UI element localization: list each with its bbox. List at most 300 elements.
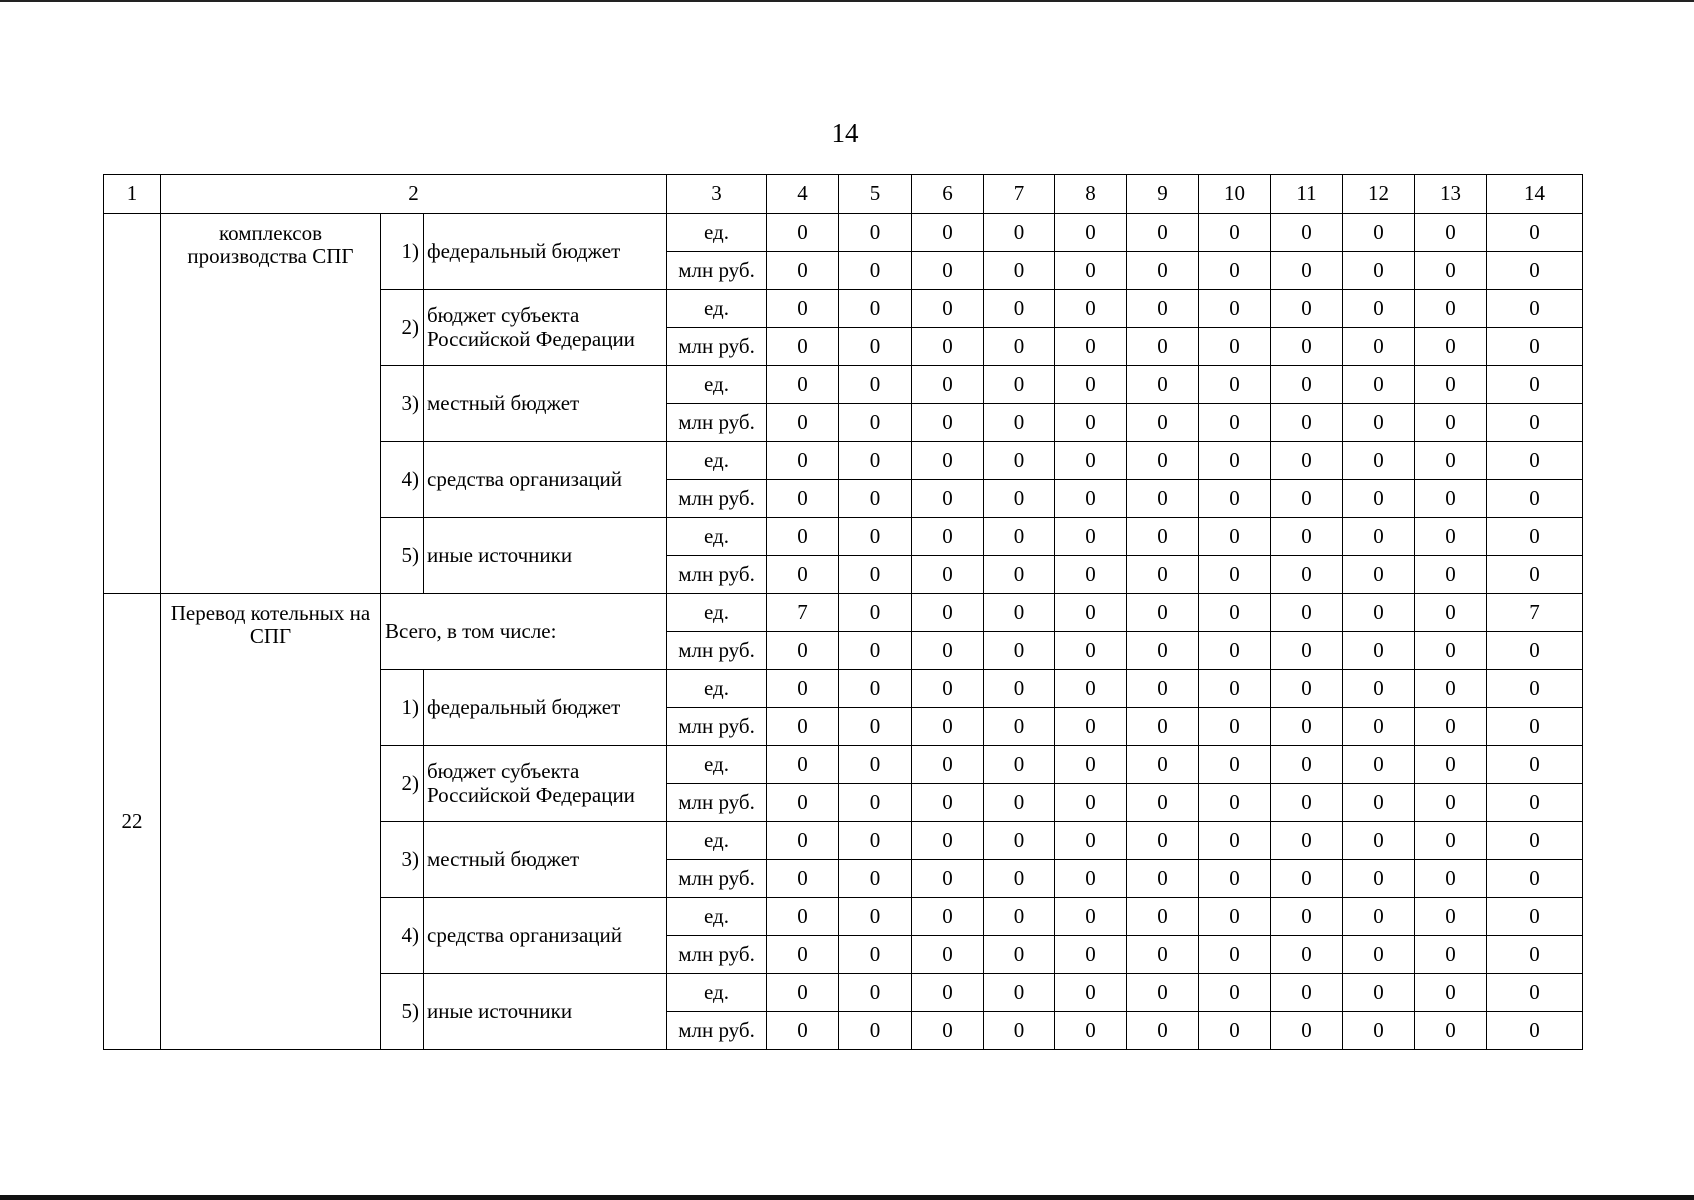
value-cell: 0 [912, 860, 984, 898]
value-cell: 0 [912, 1012, 984, 1050]
value-cell: 0 [1271, 670, 1343, 708]
value-cell: 0 [839, 556, 912, 594]
value-cell: 0 [1415, 214, 1487, 252]
unit-label: млн руб. [667, 480, 767, 518]
value-cell: 0 [767, 404, 839, 442]
header-cell: 9 [1127, 175, 1199, 214]
value-cell: 0 [1127, 328, 1199, 366]
value-cell: 0 [1127, 214, 1199, 252]
value-cell: 0 [839, 898, 912, 936]
value-cell: 0 [1271, 708, 1343, 746]
value-cell: 0 [1127, 632, 1199, 670]
value-cell: 0 [1487, 822, 1583, 860]
value-cell: 0 [1487, 898, 1583, 936]
value-cell: 0 [1343, 936, 1415, 974]
value-cell: 0 [1487, 366, 1583, 404]
unit-label: млн руб. [667, 556, 767, 594]
value-cell: 0 [1271, 746, 1343, 784]
value-cell: 0 [1271, 366, 1343, 404]
value-cell: 0 [1271, 594, 1343, 632]
value-cell: 0 [1487, 860, 1583, 898]
value-cell: 0 [912, 746, 984, 784]
unit-label: ед. [667, 290, 767, 328]
value-cell: 0 [1199, 366, 1271, 404]
value-cell: 0 [1487, 708, 1583, 746]
value-cell: 0 [1343, 366, 1415, 404]
value-cell: 0 [1127, 746, 1199, 784]
value-cell: 0 [984, 632, 1055, 670]
value-cell: 0 [1055, 974, 1127, 1012]
value-cell: 0 [839, 822, 912, 860]
value-cell: 0 [767, 784, 839, 822]
value-cell: 0 [1199, 404, 1271, 442]
value-cell: 0 [1343, 708, 1415, 746]
value-cell: 0 [1199, 518, 1271, 556]
value-cell: 0 [1127, 518, 1199, 556]
value-cell: 0 [767, 366, 839, 404]
value-cell: 0 [767, 860, 839, 898]
value-cell: 0 [1199, 214, 1271, 252]
value-cell: 0 [1271, 518, 1343, 556]
value-cell: 0 [1055, 290, 1127, 328]
value-cell: 0 [1343, 746, 1415, 784]
value-cell: 0 [1343, 518, 1415, 556]
value-cell: 0 [1415, 860, 1487, 898]
value-cell: 0 [1487, 518, 1583, 556]
value-cell: 0 [767, 822, 839, 860]
value-cell: 0 [984, 822, 1055, 860]
value-cell: 0 [1343, 822, 1415, 860]
value-cell: 0 [1199, 784, 1271, 822]
header-cell: 10 [1199, 175, 1271, 214]
value-cell: 0 [1343, 290, 1415, 328]
source-label: средства организаций [424, 442, 667, 518]
value-cell: 0 [1199, 556, 1271, 594]
value-cell: 0 [912, 632, 984, 670]
unit-label: млн руб. [667, 1012, 767, 1050]
value-cell: 0 [1271, 860, 1343, 898]
value-cell: 0 [1055, 936, 1127, 974]
table-header-row [104, 175, 1583, 214]
unit-label: млн руб. [667, 404, 767, 442]
source-label: местный бюджет [424, 822, 667, 898]
value-cell: 0 [912, 784, 984, 822]
value-cell: 0 [1199, 708, 1271, 746]
unit-label: млн руб. [667, 860, 767, 898]
value-cell: 0 [1055, 822, 1127, 860]
value-cell: 0 [839, 214, 912, 252]
value-cell: 0 [1415, 1012, 1487, 1050]
value-cell: 0 [984, 670, 1055, 708]
value-cell: 0 [767, 556, 839, 594]
group-name: комплексов производства СПГ [161, 214, 381, 594]
value-cell: 0 [1487, 1012, 1583, 1050]
value-cell: 0 [1415, 822, 1487, 860]
value-cell: 0 [1127, 366, 1199, 404]
value-cell: 0 [1343, 632, 1415, 670]
value-cell: 0 [767, 936, 839, 974]
source-label: федеральный бюджет [424, 214, 667, 290]
value-cell: 0 [1127, 594, 1199, 632]
value-cell: 0 [1127, 480, 1199, 518]
value-cell: 0 [984, 404, 1055, 442]
value-cell: 0 [1343, 784, 1415, 822]
value-cell: 0 [1271, 898, 1343, 936]
value-cell: 0 [912, 214, 984, 252]
value-cell: 0 [767, 746, 839, 784]
unit-label: ед. [667, 898, 767, 936]
value-cell: 0 [1415, 290, 1487, 328]
value-cell: 0 [1415, 974, 1487, 1012]
value-cell: 0 [839, 746, 912, 784]
value-cell: 0 [912, 822, 984, 860]
value-cell: 0 [1487, 632, 1583, 670]
header-cell: 6 [912, 175, 984, 214]
value-cell: 0 [1055, 480, 1127, 518]
value-cell: 0 [767, 632, 839, 670]
value-cell: 0 [984, 708, 1055, 746]
value-cell: 0 [1127, 936, 1199, 974]
value-cell: 0 [839, 936, 912, 974]
value-cell: 0 [984, 290, 1055, 328]
value-cell: 0 [767, 518, 839, 556]
value-cell: 0 [1055, 442, 1127, 480]
value-cell: 0 [1343, 860, 1415, 898]
value-cell: 0 [1127, 708, 1199, 746]
unit-label: ед. [667, 670, 767, 708]
value-cell: 0 [1055, 252, 1127, 290]
value-cell: 0 [1271, 556, 1343, 594]
value-cell: 0 [767, 670, 839, 708]
value-cell: 0 [1415, 518, 1487, 556]
value-cell: 0 [1127, 670, 1199, 708]
value-cell: 0 [1487, 404, 1583, 442]
value-cell: 0 [1487, 442, 1583, 480]
value-cell: 0 [1343, 974, 1415, 1012]
value-cell: 0 [1415, 442, 1487, 480]
budget-table [103, 174, 1583, 1050]
value-cell: 0 [1055, 404, 1127, 442]
value-cell: 0 [839, 480, 912, 518]
header-cell: 7 [984, 175, 1055, 214]
value-cell: 0 [839, 632, 912, 670]
value-cell: 0 [1415, 328, 1487, 366]
value-cell: 0 [1127, 784, 1199, 822]
value-cell: 0 [984, 556, 1055, 594]
value-cell: 0 [767, 252, 839, 290]
source-number: 2) [381, 746, 424, 822]
header-cell: 14 [1487, 175, 1583, 214]
source-label: местный бюджет [424, 366, 667, 442]
value-cell: 0 [984, 366, 1055, 404]
total-label: Всего, в том числе: [381, 594, 667, 670]
value-cell: 0 [912, 670, 984, 708]
value-cell: 0 [1271, 1012, 1343, 1050]
value-cell: 0 [984, 936, 1055, 974]
source-number: 1) [381, 214, 424, 290]
value-cell: 0 [839, 328, 912, 366]
value-cell: 0 [1055, 328, 1127, 366]
value-cell: 0 [1487, 252, 1583, 290]
header-cell: 12 [1343, 175, 1415, 214]
value-cell: 0 [1127, 404, 1199, 442]
value-cell: 0 [1127, 556, 1199, 594]
value-cell: 0 [1415, 708, 1487, 746]
source-number: 5) [381, 974, 424, 1050]
value-cell: 0 [984, 898, 1055, 936]
value-cell: 0 [839, 860, 912, 898]
value-cell: 0 [1415, 936, 1487, 974]
value-cell: 0 [1199, 442, 1271, 480]
value-cell: 0 [1271, 328, 1343, 366]
value-cell: 0 [1343, 252, 1415, 290]
value-cell: 0 [839, 404, 912, 442]
value-cell: 0 [912, 290, 984, 328]
value-cell: 0 [1343, 328, 1415, 366]
unit-label: ед. [667, 442, 767, 480]
value-cell: 0 [1343, 214, 1415, 252]
value-cell: 0 [1271, 936, 1343, 974]
unit-label: ед. [667, 366, 767, 404]
value-cell: 0 [1487, 480, 1583, 518]
unit-label: ед. [667, 594, 767, 632]
value-cell: 0 [767, 974, 839, 1012]
header-cell: 4 [767, 175, 839, 214]
value-cell: 0 [1415, 252, 1487, 290]
unit-label: ед. [667, 518, 767, 556]
value-cell: 0 [984, 518, 1055, 556]
value-cell: 0 [1199, 974, 1271, 1012]
value-cell: 0 [1487, 328, 1583, 366]
table-row [104, 214, 1583, 252]
value-cell: 0 [1343, 404, 1415, 442]
value-cell: 0 [1199, 898, 1271, 936]
value-cell: 0 [1199, 746, 1271, 784]
value-cell: 0 [1487, 214, 1583, 252]
value-cell: 0 [912, 936, 984, 974]
value-cell: 0 [912, 442, 984, 480]
unit-label: млн руб. [667, 252, 767, 290]
value-cell: 0 [912, 518, 984, 556]
value-cell: 0 [1055, 708, 1127, 746]
value-cell: 0 [1487, 974, 1583, 1012]
value-cell: 0 [767, 290, 839, 328]
value-cell: 0 [839, 708, 912, 746]
value-cell: 0 [1199, 822, 1271, 860]
value-cell: 0 [1127, 822, 1199, 860]
value-cell: 0 [912, 404, 984, 442]
value-cell: 0 [767, 442, 839, 480]
value-cell: 0 [984, 746, 1055, 784]
header-cell: 13 [1415, 175, 1487, 214]
source-number: 2) [381, 290, 424, 366]
source-number: 5) [381, 518, 424, 594]
value-cell: 0 [912, 898, 984, 936]
unit-label: млн руб. [667, 708, 767, 746]
value-cell: 0 [1271, 974, 1343, 1012]
value-cell: 0 [984, 594, 1055, 632]
source-label: федеральный бюджет [424, 670, 667, 746]
value-cell: 0 [1415, 670, 1487, 708]
value-cell: 0 [1415, 480, 1487, 518]
value-cell: 0 [839, 670, 912, 708]
value-cell: 0 [1415, 556, 1487, 594]
value-cell: 0 [1055, 746, 1127, 784]
value-cell: 0 [1055, 860, 1127, 898]
value-cell: 0 [1271, 214, 1343, 252]
value-cell: 0 [1271, 252, 1343, 290]
value-cell: 0 [1415, 594, 1487, 632]
source-label: средства организаций [424, 898, 667, 974]
value-cell: 0 [1271, 784, 1343, 822]
value-cell: 0 [1487, 670, 1583, 708]
value-cell: 0 [1415, 632, 1487, 670]
source-number: 3) [381, 366, 424, 442]
value-cell: 0 [1343, 442, 1415, 480]
value-cell: 0 [1055, 670, 1127, 708]
value-cell: 0 [912, 480, 984, 518]
value-cell: 0 [1127, 898, 1199, 936]
source-label: иные источники [424, 518, 667, 594]
value-cell: 0 [912, 366, 984, 404]
value-cell: 0 [912, 974, 984, 1012]
value-cell: 0 [984, 974, 1055, 1012]
value-cell: 0 [839, 594, 912, 632]
value-cell: 0 [1415, 898, 1487, 936]
group-name: Перевод котельных на СПГ [161, 594, 381, 1050]
value-cell: 0 [984, 1012, 1055, 1050]
value-cell: 0 [1127, 1012, 1199, 1050]
value-cell: 0 [839, 784, 912, 822]
header-cell: 11 [1271, 175, 1343, 214]
value-cell: 0 [1055, 784, 1127, 822]
value-cell: 0 [1271, 290, 1343, 328]
value-cell: 0 [1199, 860, 1271, 898]
value-cell: 0 [1055, 556, 1127, 594]
source-number: 4) [381, 442, 424, 518]
value-cell: 0 [1055, 366, 1127, 404]
header-cell: 1 [104, 175, 161, 214]
value-cell: 0 [1415, 746, 1487, 784]
value-cell: 0 [1487, 746, 1583, 784]
value-cell: 0 [1487, 290, 1583, 328]
value-cell: 0 [839, 1012, 912, 1050]
value-cell: 0 [767, 708, 839, 746]
source-number: 1) [381, 670, 424, 746]
value-cell: 0 [1055, 632, 1127, 670]
value-cell: 0 [1199, 480, 1271, 518]
header-cell: 5 [839, 175, 912, 214]
value-cell: 0 [1487, 556, 1583, 594]
value-cell: 0 [1271, 632, 1343, 670]
unit-label: млн руб. [667, 936, 767, 974]
value-cell: 0 [839, 974, 912, 1012]
value-cell: 0 [1199, 1012, 1271, 1050]
value-cell: 0 [1343, 670, 1415, 708]
value-cell: 0 [1487, 784, 1583, 822]
value-cell: 0 [839, 366, 912, 404]
value-cell: 0 [767, 480, 839, 518]
value-cell: 0 [1199, 328, 1271, 366]
value-cell: 0 [1199, 632, 1271, 670]
value-cell: 0 [1127, 860, 1199, 898]
value-cell: 0 [984, 860, 1055, 898]
row-number: 22 [104, 594, 161, 1050]
value-cell: 0 [1199, 670, 1271, 708]
unit-label: млн руб. [667, 784, 767, 822]
value-cell: 0 [1271, 822, 1343, 860]
value-cell: 0 [1271, 404, 1343, 442]
value-cell: 0 [839, 518, 912, 556]
value-cell: 0 [1487, 936, 1583, 974]
header-cell: 8 [1055, 175, 1127, 214]
value-cell: 0 [912, 594, 984, 632]
unit-label: ед. [667, 974, 767, 1012]
value-cell: 0 [984, 328, 1055, 366]
value-cell: 0 [1055, 518, 1127, 556]
header-cell: 3 [667, 175, 767, 214]
unit-label: млн руб. [667, 328, 767, 366]
value-cell: 0 [1127, 442, 1199, 480]
value-cell: 0 [1343, 898, 1415, 936]
source-label: бюджет субъекта Российской Федерации [424, 746, 667, 822]
value-cell: 0 [912, 708, 984, 746]
value-cell: 0 [1415, 784, 1487, 822]
value-cell: 0 [1127, 974, 1199, 1012]
value-cell: 0 [1199, 252, 1271, 290]
header-cell: 2 [161, 175, 667, 214]
scan-edge-top [0, 0, 1694, 2]
value-cell: 0 [1127, 290, 1199, 328]
page-number: 14 [831, 118, 859, 148]
value-cell: 7 [1487, 594, 1583, 632]
value-cell: 0 [984, 480, 1055, 518]
value-cell: 0 [1199, 594, 1271, 632]
value-cell: 0 [1343, 594, 1415, 632]
table-row [104, 594, 1583, 632]
value-cell: 0 [1199, 290, 1271, 328]
value-cell: 0 [1343, 480, 1415, 518]
value-cell: 0 [1415, 366, 1487, 404]
source-label: иные источники [424, 974, 667, 1050]
value-cell: 0 [912, 252, 984, 290]
value-cell: 0 [767, 1012, 839, 1050]
value-cell: 0 [839, 442, 912, 480]
value-cell: 0 [984, 214, 1055, 252]
value-cell: 7 [767, 594, 839, 632]
value-cell: 0 [839, 252, 912, 290]
value-cell: 0 [984, 442, 1055, 480]
value-cell: 0 [767, 214, 839, 252]
value-cell: 0 [1415, 404, 1487, 442]
value-cell: 0 [1055, 898, 1127, 936]
value-cell: 0 [984, 784, 1055, 822]
value-cell: 0 [1055, 1012, 1127, 1050]
source-number: 3) [381, 822, 424, 898]
value-cell: 0 [1343, 556, 1415, 594]
value-cell: 0 [839, 290, 912, 328]
unit-label: ед. [667, 214, 767, 252]
unit-label: ед. [667, 746, 767, 784]
value-cell: 0 [912, 556, 984, 594]
value-cell: 0 [1199, 936, 1271, 974]
value-cell: 0 [1271, 442, 1343, 480]
value-cell: 0 [1127, 252, 1199, 290]
value-cell: 0 [912, 328, 984, 366]
value-cell: 0 [1055, 214, 1127, 252]
source-label: бюджет субъекта Российской Федерации [424, 290, 667, 366]
value-cell: 0 [1343, 1012, 1415, 1050]
